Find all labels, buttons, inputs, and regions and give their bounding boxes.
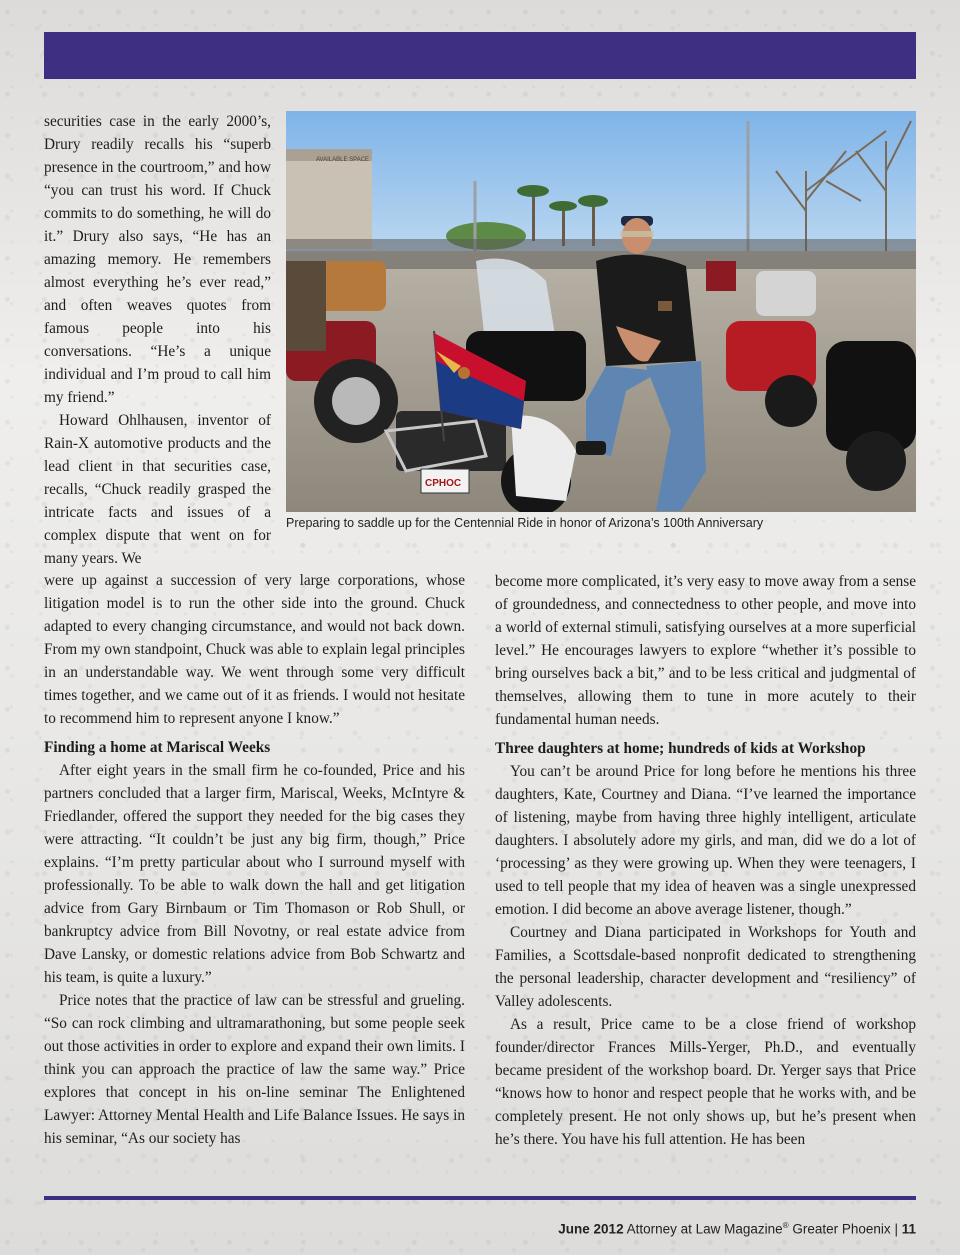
section-heading: Three daughters at home; hundreds of kids at Workshop bbox=[495, 740, 866, 757]
motorcycle-photo bbox=[286, 111, 916, 512]
footer-rule bbox=[44, 1196, 916, 1200]
paragraph: You can’t be around Price for long before he mentions his three daughters, Kate, Courtney and Diana. “I’ve learned the importance of listening, maybe from having three highly intelligent, articulate daughters. I absolutely adore my girls, and man, did we do a lot of ‘processing’ as they were growing up. When they were teenagers, I used to tell people that my idea of heaven was a single unexpressed emotion. I did become an above average listener, though.” bbox=[495, 763, 916, 918]
paragraph: Howard Ohlhausen, inventor of Rain-X automotive products and the lead client in that securities case, recalls, “Chuck readily grasped the intricate facts and issues of a complex dispute that went on for many years. We bbox=[44, 412, 271, 567]
paragraph: Price notes that the practice of law can be stressful and grueling. “So can rock climbing and ultramarathoning, but some people seek out those activities in order to explore and expand their own limits. I think you can approach the practice of law the same way.” Price explores that concept in his on-line seminar The Enlightened Lawyer: Attorney Mental Health and Life Balance Issues. He says in his seminar, “As our society has bbox=[44, 992, 465, 1147]
publication-name: Attorney at Law Magazine bbox=[626, 1221, 783, 1237]
registered-mark: ® bbox=[782, 1221, 789, 1230]
photo-caption: Preparing to saddle up for the Centennial Ride in honor of Arizona’s 100th Anniversary bbox=[286, 516, 764, 530]
left-text-column bbox=[44, 569, 465, 1150]
footer-separator: | bbox=[894, 1221, 898, 1237]
page-number: 11 bbox=[901, 1221, 916, 1237]
issue-date: June 2012 bbox=[558, 1221, 624, 1237]
right-text-column bbox=[495, 570, 916, 1151]
header-bar bbox=[44, 32, 916, 79]
license-plate: CPHOC bbox=[425, 478, 462, 489]
narrow-text-column bbox=[44, 110, 271, 570]
paragraph: Courtney and Diana participated in Workshops for Youth and Families, a Scottsdale-based nonprofit dedicated to strengthening the personal leadership, character development and “resiliency” of Valley adolescents. bbox=[495, 924, 916, 1010]
photo-illustration bbox=[286, 111, 916, 512]
paragraph: As a result, Price came to be a close friend of workshop founder/director Frances Mills-Yerger, Ph.D., and eventually became president of the workshop board. Dr. Yerger says that Price “knows how to honor and respect people that he works with, and be completely present. He not only shows up, but he’s present when he’s there. You have his full attention. He has been bbox=[495, 1016, 916, 1148]
building-sign: AVAILABLE SPACE bbox=[316, 157, 370, 163]
section-heading: Finding a home at Mariscal Weeks bbox=[44, 739, 271, 756]
edition-name: Greater Phoenix bbox=[792, 1221, 891, 1237]
page-footer bbox=[558, 1221, 916, 1237]
paragraph: securities case in the early 2000’s, Drury readily recalls his “superb presence in the courtroom,” and how “you can trust his word. If Chuck commits to do something, he will do it.” Drury also says, “He has an amazing memory. He remembers almost everything he’s ever read,” and often weaves quotes from famous people into his conversations. “He’s a unique individual and I’m proud to call him my friend.” bbox=[44, 113, 271, 406]
paragraph: After eight years in the small firm he co-founded, Price and his partners concluded that a larger firm, Mariscal, Weeks, McIntyre & Friedlander, offered the support they needed for the big cases they were attracting. “It couldn’t be just any big firm, though,” Price explains. “I’m pretty particular about who I surround myself with professionally. To be able to walk down the hall and get litigation advice from Gary Birnbaum or Tim Thomason or Rob Shull, or bankruptcy advice from Bill Novotny, or real estate advice from Dave Lansky, or domestic relations advice from Bob Schwartz and his team, is quite a luxury.” bbox=[44, 762, 465, 986]
paragraph: become more complicated, it’s very easy to move away from a sense of groundedness, and connectedness to other people, and move into a world of external stimuli, satisfying ourselves at a more superficial level.” He encourages lawyers to explore “whether it’s possible to bring ourselves back a bit,” and to be less critical and judgmental of themselves, allowing them to tune in more acutely to their fundamental human needs. bbox=[495, 573, 916, 728]
paragraph: were up against a succession of very large corporations, whose litigation model is to run the other side into the ground. Chuck adapted to every changing circumstance, and would not back down. From my own standpoint, Chuck was able to explain legal principles in an understandable way. We went through some very difficult times together, and we came out of it as friends. I would not hesitate to recommend him to represent anyone I know.” bbox=[44, 572, 466, 727]
